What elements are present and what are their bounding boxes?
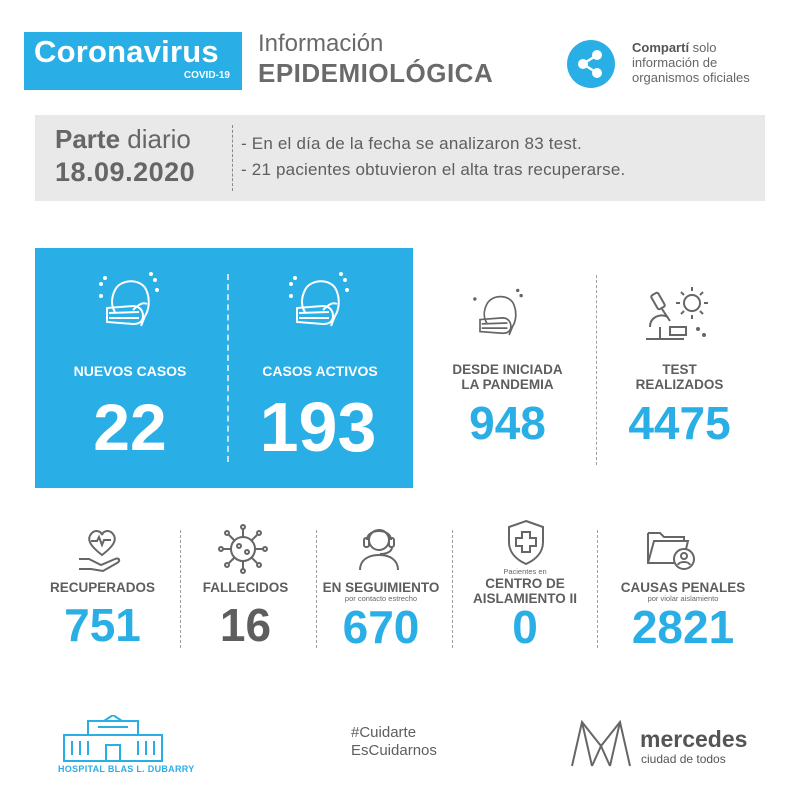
city-slogan: ciudad de todos	[641, 752, 726, 766]
hashtag-line-1: #Cuidarte	[351, 724, 417, 741]
medical-shield-icon	[505, 518, 547, 571]
coronavirus-title: Coronavirus	[34, 34, 219, 69]
share-line3: organismos oficiales	[632, 70, 750, 85]
virus-icon	[216, 522, 270, 581]
test-label-1: TEST	[662, 362, 697, 377]
parte-divider	[232, 125, 233, 191]
bottom-divider-2	[316, 530, 317, 648]
parte-rest: diario	[120, 124, 191, 154]
seguimiento-label: EN SEGUIMIENTO	[322, 580, 440, 595]
hospital-building-icon	[58, 715, 168, 768]
test-label	[597, 362, 762, 392]
share-icon[interactable]	[567, 40, 615, 88]
desde-label	[425, 362, 590, 392]
mask-face-icon	[93, 270, 163, 345]
folder-user-icon	[644, 525, 700, 576]
city-name: mercedes	[640, 726, 748, 752]
share-rest: solo	[689, 40, 717, 55]
seguimiento-note: por contacto estrecho	[344, 594, 418, 603]
hospital-name: HOSPITAL BLAS L. DUBARRY	[58, 764, 195, 774]
coronavirus-banner	[24, 32, 242, 90]
covid-subtitle: COVID-19	[183, 70, 230, 81]
test-value: 4475	[628, 397, 731, 449]
parte-diario-panel	[35, 115, 765, 201]
recuperados-label: RECUPERADOS	[49, 580, 155, 595]
parte-title	[55, 124, 191, 155]
centro-label-1: CENTRO DE	[485, 576, 565, 591]
share-message	[632, 40, 782, 85]
blue-divider	[227, 274, 229, 462]
fallecidos-label: FALLECIDOS	[202, 580, 289, 595]
desde-label-1: DESDE INICIADA	[452, 362, 563, 377]
highlight-stats-panel	[35, 248, 413, 488]
causas-note: por violar aislamiento	[647, 594, 719, 603]
recuperados-value: 751	[64, 599, 141, 651]
desde-value: 948	[469, 397, 546, 449]
test-label-2: REALIZADOS	[635, 377, 724, 392]
microscope-icon	[640, 287, 710, 352]
heart-hand-icon	[75, 525, 129, 580]
casos-activos-value: 193	[259, 388, 377, 466]
share-bold: Compartí	[632, 40, 690, 55]
nuevos-casos-label: NUEVOS CASOS	[73, 363, 187, 379]
casos-activos-label: CASOS ACTIVOS	[262, 363, 378, 379]
parte-date: 18.09.2020	[55, 157, 196, 187]
centro-note: Pacientes en	[503, 567, 547, 576]
mercedes-logo-icon	[568, 716, 634, 777]
fallecidos-value: 16	[219, 599, 272, 651]
parte-line-2: - 21 pacientes obtuvieron el alta tras recuperarse.	[241, 160, 626, 179]
centro-value: 0	[512, 601, 538, 653]
parte-bold: Parte	[55, 124, 121, 154]
parte-line-1: - En el día de la fecha se analizaron 83 test.	[241, 134, 582, 153]
share-line2: información de	[632, 55, 718, 70]
desde-label-2: LA PANDEMIA	[461, 377, 554, 392]
info-heading: Información	[258, 30, 384, 57]
hashtag	[351, 724, 437, 760]
bottom-divider-1	[180, 530, 181, 648]
nuevos-casos-value: 22	[93, 390, 167, 464]
bottom-divider-3	[452, 530, 453, 648]
epidemiologica-heading: EPIDEMIOLÓGICA	[258, 58, 494, 88]
causas-value: 2821	[631, 601, 735, 653]
seguimiento-value: 670	[342, 601, 420, 653]
mask-face-icon	[468, 287, 528, 352]
hashtag-line-2: EsCuidarnos	[351, 742, 437, 759]
mask-face-icon	[283, 270, 353, 345]
causas-label: CAUSAS PENALES	[620, 580, 746, 595]
centro-label-2: AISLAMIENTO II	[472, 591, 577, 606]
headset-icon	[352, 520, 406, 577]
